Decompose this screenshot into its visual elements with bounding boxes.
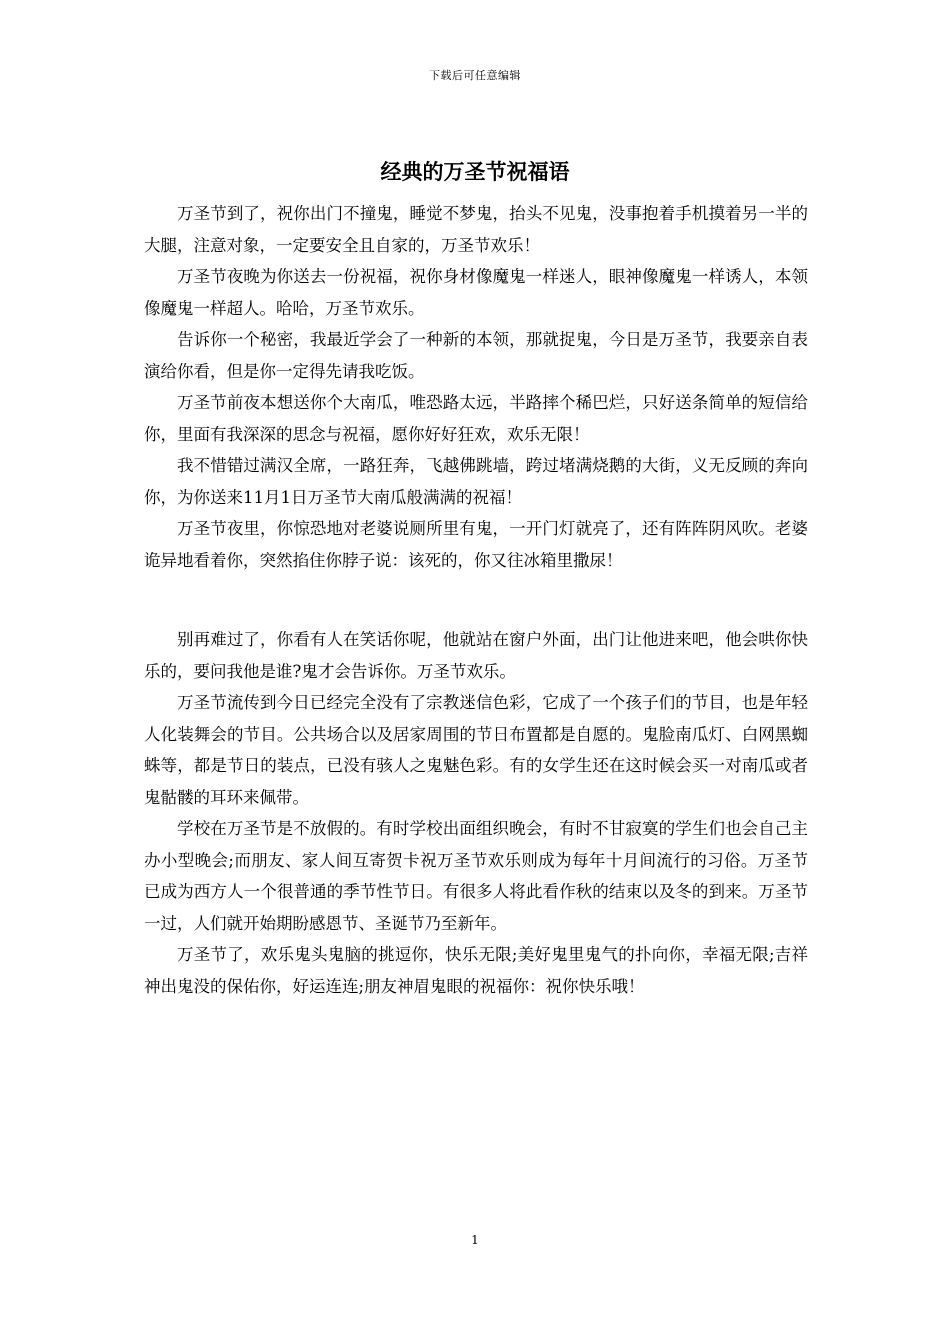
paragraph: 万圣节夜里，你惊恐地对老婆说厕所里有鬼，一开门灯就亮了，还有阵阵阴风吹。老婆诡异地看着你，突然掐住你脖子说：该死的，你又往冰箱里撒尿！: [144, 519, 808, 570]
document-title: 经典的万圣节祝福语: [380, 159, 570, 184]
paragraph: 告诉你一个秘密，我最近学会了一种新的本领，那就捉鬼，今日是万圣节，我要亲自表演给你看，但是你一定得先请我吃饭。: [144, 330, 808, 381]
paragraph-gap: [144, 576, 808, 624]
paragraph: 万圣节到了，祝你出门不撞鬼，睡觉不梦鬼，抬头不见鬼，没事抱着手机摸着另一半的大腿，注意对象，一定要安全且自家的，万圣节欢乐！: [144, 204, 808, 255]
paragraph: 万圣节流传到今日已经完全没有了宗教迷信色彩，它成了一个孩子们的节目，也是年轻人化装舞会的节目。公共场合以及居家周围的节日布置都是自愿的。鬼脸南瓜灯、白网黑蜘蛛等，都是节日的装点，已没有骇人之鬼魅色彩。有的女学生还在这时候会买一对南瓜或者鬼骷髅的耳环来佩带。: [144, 693, 808, 807]
paragraph: 万圣节夜晚为你送去一份祝福，祝你身材像魔鬼一样迷人，眼神像魔鬼一样诱人，本领像魔鬼一样超人。哈哈，万圣节欢乐。: [144, 267, 808, 318]
paragraph: 万圣节前夜本想送你个大南瓜，唯恐路太远，半路摔个稀巴烂，只好送条简单的短信给你，里面有我深深的思念与祝福，愿你好好狂欢，欢乐无限！: [144, 393, 808, 444]
document-body: [144, 198, 808, 1002]
paragraph: 学校在万圣节是不放假的。有时学校出面组织晚会，有时不甘寂寞的学生们也会自己主办小型晚会;而朋友、家人间互寄贺卡祝万圣节欢乐则成为每年十月间流行的习俗。万圣节已成为西方人一个很普通的季节性节日。有很多人将此看作秋的结束以及冬的到来。万圣节一过，人们就开始期盼感恩节、圣诞节乃至新年。: [144, 819, 808, 933]
page-number: 1: [471, 1233, 479, 1247]
header-note: 下载后可任意编辑: [429, 69, 521, 82]
paragraph: 我不惜错过满汉全席，一路狂奔，飞越佛跳墙，跨过堵满烧鹅的大街，义无反顾的奔向你，为你送来11月1日万圣节大南瓜般满满的祝福！: [144, 456, 808, 507]
paragraph: 万圣节了，欢乐鬼头鬼脑的挑逗你，快乐无限;美好鬼里鬼气的扑向你，幸福无限;吉祥神出鬼没的保佑你，好运连连;朋友神眉鬼眼的祝福你：祝你快乐哦！: [144, 945, 808, 996]
paragraph: 别再难过了，你看有人在笑话你呢，他就站在窗户外面，出门让他进来吧，他会哄你快乐的，要问我他是谁?鬼才会告诉你。万圣节欢乐。: [144, 630, 808, 681]
